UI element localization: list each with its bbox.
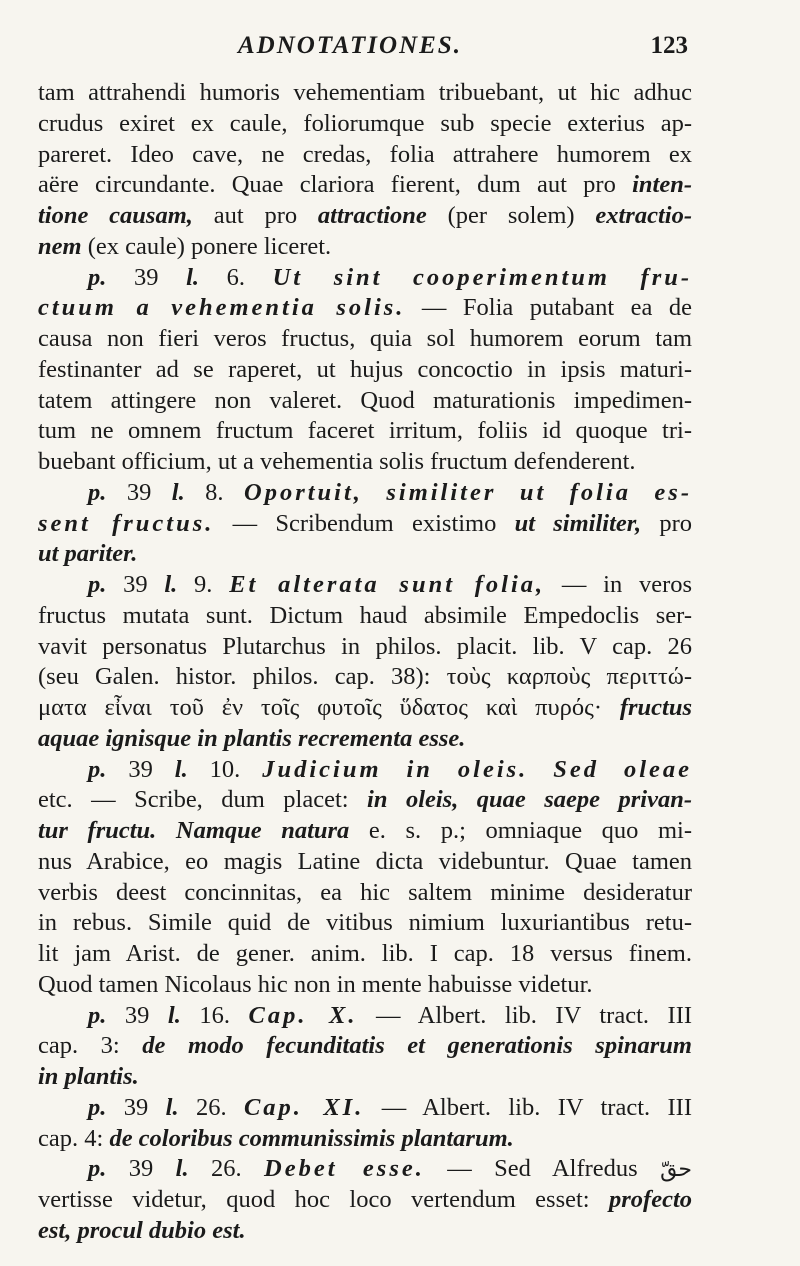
text-segment: in oleis, quae saepe privan- — [367, 786, 692, 814]
text-segment: حقّ — [660, 1157, 692, 1183]
text-segment: l. — [165, 1093, 179, 1121]
text-segment: Et alterata sunt folia, — [229, 571, 546, 598]
text-segment: 26. — [188, 1155, 265, 1183]
text-line — [38, 201, 692, 232]
text-line — [38, 355, 692, 386]
text-segment: tur fructu. Namque natura — [38, 817, 350, 844]
text-line — [38, 1216, 692, 1247]
text-segment: aut pro — [192, 202, 318, 229]
text-segment: cap. 4: — [38, 1124, 110, 1152]
text-segment: verbis deest concinnitas, ea hic saltem minime desideratur — [38, 878, 692, 906]
text-line — [38, 539, 692, 570]
text-segment: Debet esse. — [264, 1155, 425, 1183]
text-segment: p. — [88, 263, 107, 291]
text-line — [38, 878, 692, 909]
text-segment: 8. — [184, 478, 244, 506]
text-line — [38, 847, 692, 878]
text-line — [38, 324, 692, 355]
text-segment: Judicium in oleis. Sed oleae — [262, 755, 692, 783]
running-head: ADNOTATIONES. — [238, 32, 462, 59]
text-line — [38, 1031, 692, 1062]
text-segment: 39 — [106, 1001, 168, 1029]
text-segment: etc. — Scribe, dum placet: — [38, 786, 368, 814]
text-line — [38, 478, 692, 509]
text-segment: l. — [167, 1001, 181, 1029]
text-line — [38, 1001, 692, 1032]
text-line — [38, 140, 692, 171]
text-segment: cap. 3: — [38, 1032, 143, 1060]
text-segment: causa non fieri veros fructus, quia sol humorem eorum tam — [38, 325, 692, 352]
text-segment: e. s. p.; omniaque quo mi- — [349, 817, 692, 844]
text-segment: 39 — [106, 1093, 166, 1121]
text-segment: 16. — [180, 1001, 249, 1029]
text-segment: tum ne omnem fructum faceret irritum, foliis id quoque tri- — [38, 417, 692, 445]
text-segment: ματα εἶναι τοῦ ἐν τοῖς φυτοῖς ὕδατος καὶ πυρός· — [38, 694, 620, 721]
text-line — [38, 1185, 692, 1216]
text-segment: de modo fecunditatis et generationis spinarum — [142, 1032, 692, 1060]
text-line — [38, 632, 692, 663]
text-segment: 10. — [187, 755, 263, 783]
text-segment: pro — [641, 509, 692, 537]
text-line — [38, 109, 692, 140]
text-segment: p. — [88, 1155, 107, 1183]
text-segment: aquae ignisque in plantis recrementa esse. — [38, 724, 466, 752]
text-segment: attractione — [317, 202, 427, 229]
text-line — [38, 755, 692, 786]
text-line — [38, 78, 692, 109]
text-segment: 26. — [178, 1093, 244, 1121]
text-segment: crudus exiret ex caule, foliorumque sub specie exterius ap- — [38, 109, 692, 137]
text-segment: 39 — [106, 571, 165, 598]
text-segment: Ut sint cooperimentum fru- — [272, 263, 692, 291]
text-segment: l. — [186, 263, 200, 291]
text-line — [38, 816, 692, 847]
text-segment: nus Arabice, eo magis Latine dicta videbuntur. Quae tamen — [38, 847, 692, 875]
annotation-text — [38, 78, 692, 1247]
page-number: 123 — [650, 32, 688, 59]
text-segment: — Albert. lib. IV tract. III — [357, 1001, 692, 1029]
text-segment: nem — [38, 232, 82, 260]
text-segment: 6. — [199, 263, 273, 291]
text-line — [38, 386, 692, 417]
text-segment: ut pariter. — [38, 540, 138, 568]
text-segment: sent fructus. — [38, 509, 215, 537]
text-line — [38, 662, 692, 693]
text-segment: — Scribendum existimo — [214, 509, 515, 537]
page-header — [38, 30, 688, 70]
text-segment: Cap. X. — [248, 1001, 358, 1029]
text-line — [38, 724, 692, 755]
text-segment: — Albert. lib. IV tract. III — [364, 1093, 692, 1121]
text-line — [38, 601, 692, 632]
text-line — [38, 1093, 692, 1124]
text-segment: festinanter ad se raperet, ut hujus concoctio in ipsis maturi- — [38, 355, 692, 383]
text-segment: tatem attingere non valeret. Quod maturationis impedimen- — [38, 386, 692, 414]
text-segment: p. — [88, 1093, 107, 1121]
text-line — [38, 447, 692, 478]
text-segment: 39 — [106, 1155, 176, 1183]
text-segment: 39 — [106, 478, 172, 506]
text-segment: 39 — [106, 263, 187, 291]
text-line — [38, 509, 692, 540]
text-line — [38, 939, 692, 970]
text-line — [38, 570, 692, 601]
text-line — [38, 1124, 692, 1155]
text-segment: pareret. Ideo cave, ne credas, folia attrahere humorem ex — [38, 140, 692, 168]
text-segment: inten- — [632, 171, 692, 199]
text-segment: l. — [164, 571, 178, 598]
text-segment: extractio- — [595, 202, 692, 229]
text-segment: ut similiter, — [514, 509, 642, 537]
text-line — [38, 693, 692, 724]
text-segment: l. — [175, 1155, 189, 1183]
text-segment: — in veros — [545, 571, 692, 598]
text-segment: buebant officium, ut a vehementia solis fructum defenderent. — [38, 448, 636, 475]
text-line — [38, 908, 692, 939]
text-segment: in plantis. — [38, 1063, 139, 1090]
text-line — [38, 170, 692, 201]
text-segment: p. — [88, 1001, 107, 1029]
text-line — [38, 416, 692, 447]
text-segment: tione causam, — [38, 202, 193, 229]
text-segment: Quod tamen Nicolaus hic non in mente habuisse videtur. — [38, 970, 593, 998]
text-segment: fructus mutata sunt. Dictum haud absimile Empedoclis ser- — [38, 601, 692, 629]
text-segment: — Sed Alfredus — [424, 1155, 661, 1183]
text-segment: aëre circundante. Quae clariora fierent, dum aut pro — [38, 171, 633, 199]
text-segment: in rebus. Simile quid de vitibus nimium luxuriantibus retu- — [38, 909, 692, 937]
text-segment: est, procul dubio est. — [38, 1216, 246, 1244]
text-line — [38, 970, 692, 1001]
text-line — [38, 232, 692, 263]
text-segment: 39 — [106, 755, 175, 783]
text-segment: de coloribus communissimis plantarum. — [109, 1124, 514, 1152]
text-line — [38, 293, 692, 324]
text-segment: p. — [88, 755, 107, 783]
text-segment: lit jam Arist. de gener. anim. lib. I cap. 18 versus finem. — [38, 940, 692, 967]
text-line — [38, 1062, 692, 1093]
text-segment: (per solem) — [426, 202, 596, 229]
text-segment: tam attrahendi humoris vehementiam tribuebant, ut hic adhuc — [38, 79, 692, 106]
text-segment: p. — [88, 478, 107, 506]
text-segment: Cap. XI. — [243, 1093, 365, 1121]
text-segment: (ex caule) ponere liceret. — [81, 232, 332, 260]
text-segment: p. — [88, 571, 107, 598]
text-segment: fructus — [619, 694, 692, 721]
text-line — [38, 785, 692, 816]
text-segment: vavit personatus Plutarchus in philos. placit. lib. V cap. 26 — [38, 632, 692, 660]
text-segment: l. — [174, 755, 188, 783]
text-line — [38, 263, 692, 294]
text-segment: ctuum a vehementia solis. — [38, 294, 406, 322]
text-line — [38, 1154, 692, 1185]
text-segment: — Folia putabant ea de — [405, 294, 692, 322]
text-segment: Oportuit, similiter ut folia es- — [244, 478, 692, 506]
text-segment: (seu Galen. histor. philos. cap. 38): τοὺς καρποὺς περιττώ- — [38, 663, 692, 691]
text-segment: vertisse videtur, quod hoc loco vertendum esset: — [38, 1186, 609, 1213]
text-segment: l. — [171, 478, 185, 506]
text-segment: profecto — [609, 1186, 692, 1213]
text-segment: 9. — [177, 571, 230, 598]
